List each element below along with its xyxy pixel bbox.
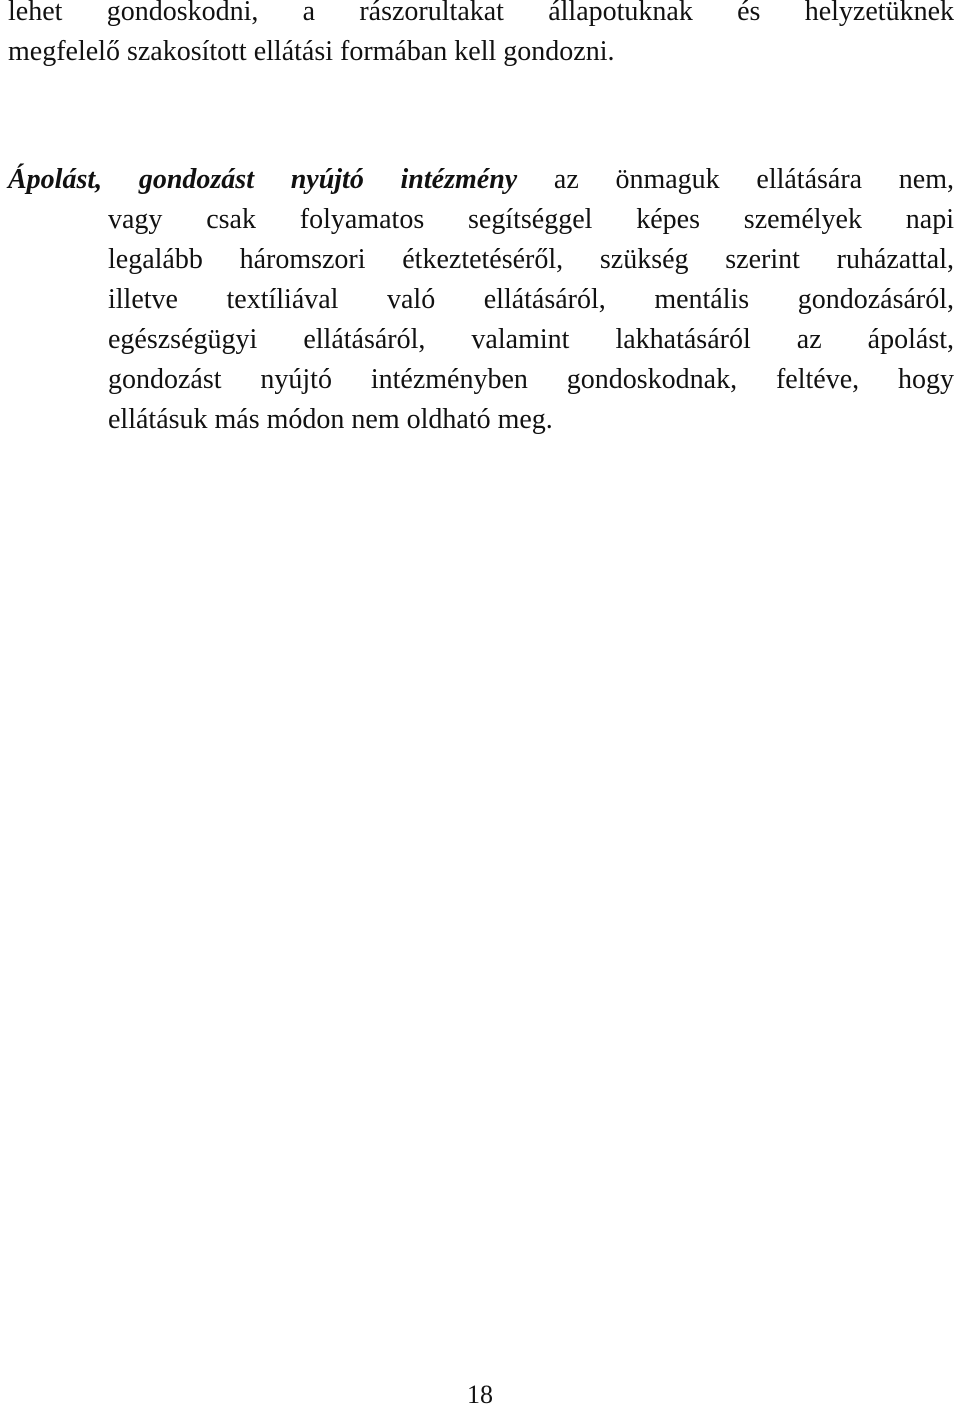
text-line: gondozást nyújtó intézményben gondoskodnak, feltéve, hogy bbox=[108, 364, 954, 395]
definition-first-line bbox=[8, 160, 955, 200]
text-line: vagy csak folyamatos segítséggel képes személyek napi bbox=[108, 204, 954, 235]
text-line: legalább háromszori étkeztetéséről, szükség szerint ruházattal, bbox=[108, 244, 954, 275]
paragraph-continuation bbox=[8, 0, 954, 72]
text-line: megfelelő szakosított ellátási formában kell gondozni. bbox=[8, 36, 615, 67]
text-line: ellátásuk más módon nem oldható meg. bbox=[108, 404, 553, 435]
text-line: egészségügyi ellátásáról, valamint lakhatásáról az ápolást, bbox=[108, 324, 954, 355]
text-line: illetve textíliával való ellátásáról, mentális gondozásáról, bbox=[108, 284, 954, 315]
page-number: 18 bbox=[467, 1380, 493, 1409]
text-fragment: az önmaguk ellátására nem, bbox=[517, 164, 955, 195]
defined-term: Ápolást, gondozást nyújtó intézmény bbox=[8, 164, 518, 195]
definition-paragraph bbox=[8, 160, 954, 440]
text-line: lehet gondoskodni, a rászorultakat állapotuknak és helyzetüknek bbox=[8, 0, 954, 27]
